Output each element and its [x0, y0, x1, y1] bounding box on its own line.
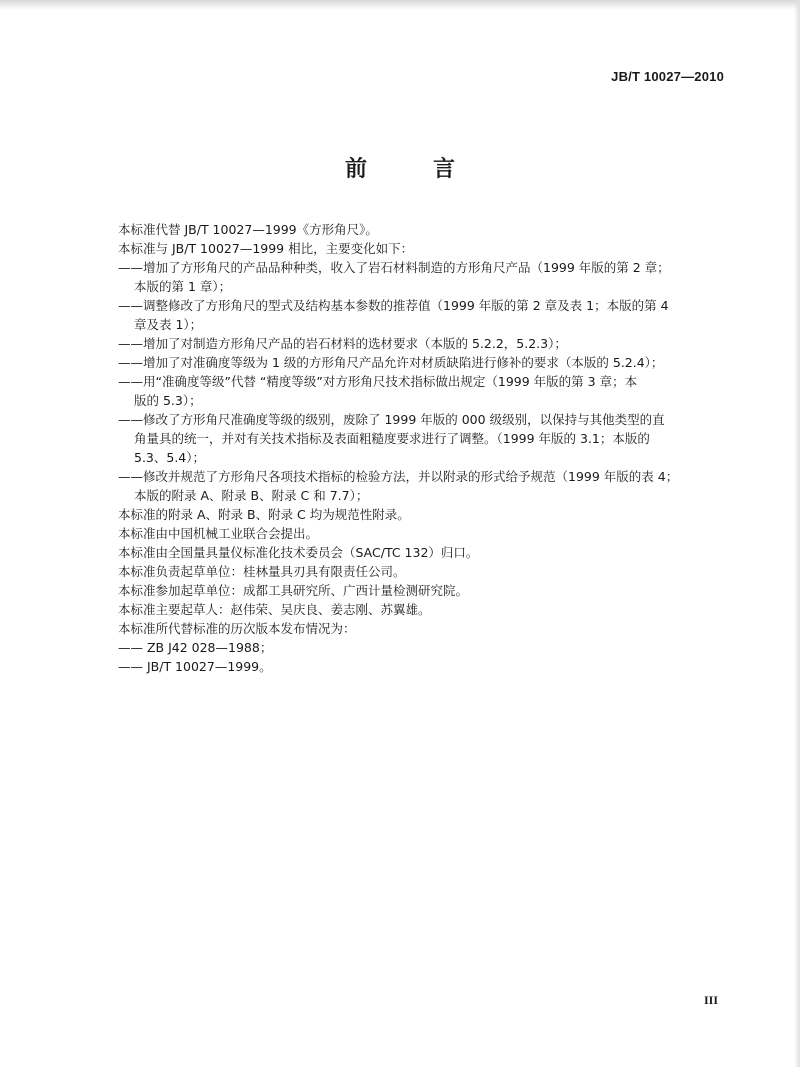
change-item-1 [118, 258, 728, 277]
change-item-continuation: 本版的附录 A、附录 B、附录 C 和 7.7）； [134, 488, 369, 503]
change-item-text: ——增加了对制造方形角尺产品的岩石材料的选材要求（本版的 5.2.2，5.2.3）； [118, 336, 567, 351]
paragraph-annexes: 本标准的附录 A、附录 B、附录 C 均为规范性附录。 [118, 507, 410, 522]
change-item-text: ——修改了方形角尺准确度等级的级别，废除了 1999 年版的 000 级级别，以保持与其他类型的直 [118, 412, 665, 427]
history-item-2: —— JB/T 10027—1999。 [118, 659, 272, 674]
change-item-continuation: 本版的第 1 章）； [134, 279, 232, 294]
change-item-7 [118, 467, 728, 486]
page-number: III [703, 993, 718, 1007]
paragraph-managed-by: 本标准由全国量具量仪标准化技术委员会（SAC/TC 132）归口。 [118, 545, 479, 560]
change-item-continuation: 版的 5.3）； [134, 393, 202, 408]
change-item-text: ——增加了方形角尺的产品品种种类，收入了岩石材料制造的方形角尺产品（1999 年版的第 2 章； [118, 260, 670, 275]
paragraph-changes-intro: 本标准与 JB/T 10027—1999 相比，主要变化如下： [118, 241, 414, 256]
paragraph-proposed-by: 本标准由中国机械工业联合会提出。 [118, 526, 319, 541]
change-item-4 [118, 353, 728, 372]
change-item-text: ——修改并规范了方形角尺各项技术指标的检验方法，并以附录的形式给予规范（1999 年版的表 4； [118, 469, 679, 484]
change-item-text: ——增加了对准确度等级为 1 级的方形角尺产品允许对材质缺陷进行修补的要求（本版的 5.2.4）； [118, 355, 664, 370]
change-item-3 [118, 334, 728, 353]
change-item-text: ——用“准确度等级”代替 “精度等级”对方形角尺技术指标做出规定（1999 年版的第 3 章；本 [118, 374, 638, 389]
change-item-5 [118, 372, 728, 391]
changes-list [118, 258, 728, 505]
change-item-continuation: 5.3、5.4）； [134, 450, 206, 465]
scan-edge-top [0, 0, 800, 10]
paragraph-participating-drafters: 本标准参加起草单位：成都工具研究所、广西计量检测研究院。 [118, 583, 469, 598]
history-item-1: —— ZB J42 028—1988； [118, 640, 273, 655]
change-item-6 [118, 410, 728, 429]
paragraph-replaces: 本标准代替 JB/T 10027—1999《方形角尺》。 [118, 222, 378, 237]
paragraph-main-drafters: 本标准主要起草人：赵伟荣、吴庆良、姜志刚、苏翼雄。 [118, 602, 431, 617]
page-title: 前 言 [344, 157, 477, 182]
paragraph-lead-drafter: 本标准负责起草单位：桂林量具刃具有限责任公司。 [118, 564, 406, 579]
change-item-2 [118, 296, 728, 315]
change-item-text: ——调整修改了方形角尺的型式及结构基本参数的推荐值（1999 年版的第 2 章及表 1；本版的第 4 [118, 298, 669, 313]
standard-code: JB/T 10027—2010 [611, 69, 724, 84]
foreword-body [118, 220, 728, 676]
paragraph-history-intro: 本标准所代替标准的历次版本发布情况为： [118, 621, 356, 636]
change-item-continuation: 角量具的统一，并对有关技术指标及表面粗糙度要求进行了调整。（1999 年版的 3.1；本版的 [134, 431, 650, 446]
change-item-continuation: 章及表 1）； [134, 317, 203, 332]
